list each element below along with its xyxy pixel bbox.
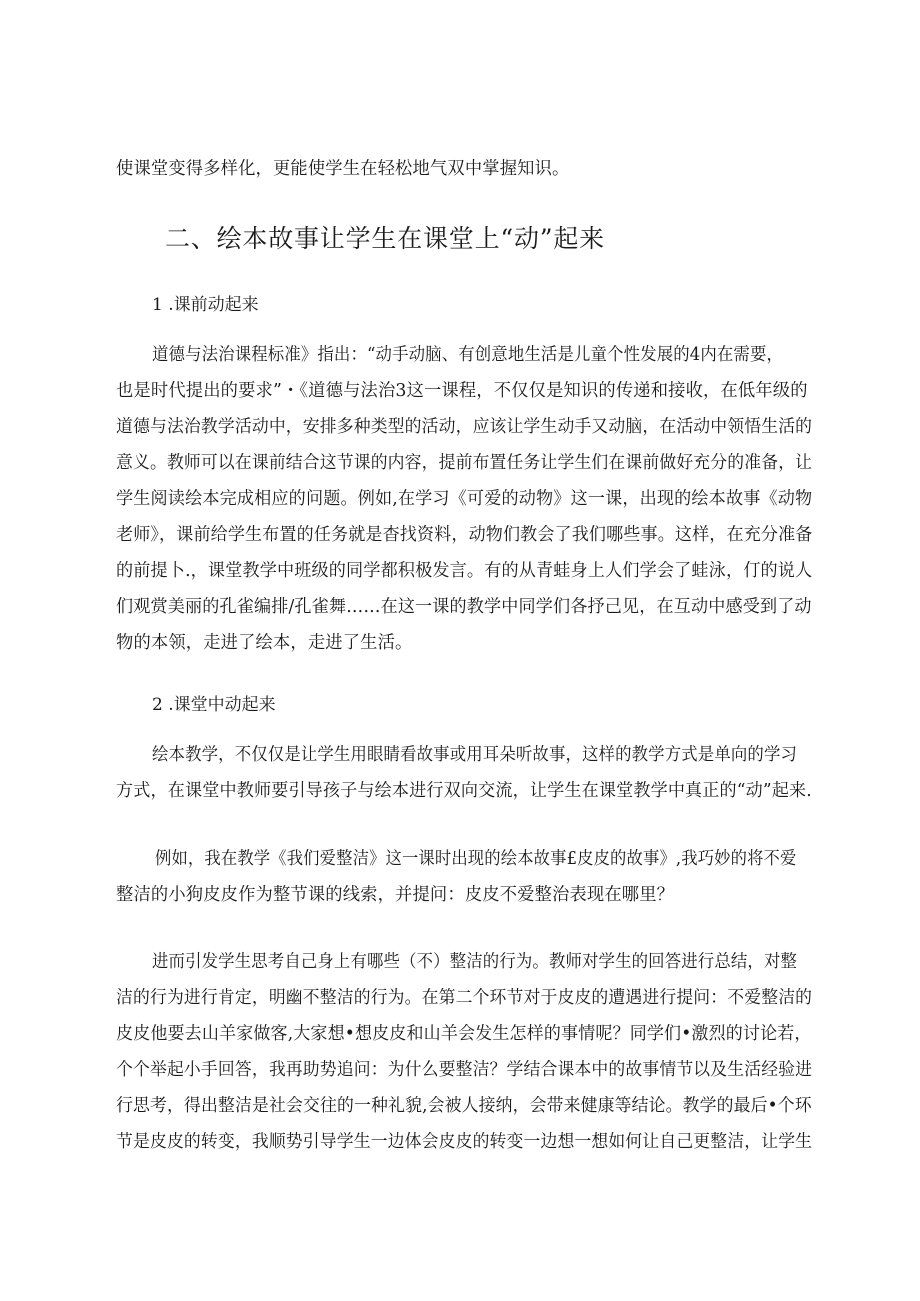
- subsection-1-title: 1 .课前动起来: [152, 295, 259, 315]
- paragraph-1-line-3: 道德与法治教学活动中，安排多种类型的活动，应该让学生动手又动脑，在活动中领悟生活的: [116, 417, 813, 437]
- paragraph-3-line-2: 整洁的小狗皮皮作为整节课的线索，并提问：皮皮不爱整治表现在哪里？: [116, 885, 675, 905]
- paragraph-1-line-4: 意义。教师可以在课前结合这节课的内容，提前布置任务让学生们在课前做好充分的准备，让: [116, 453, 813, 473]
- paragraph-4-line-2: 洁的行为进行肯定，明幽不整洁的行为。在第二个环节对于皮皮的遭遇进行提问：不爱整洁的: [116, 988, 813, 1008]
- paragraph-1-line-2: 也是时代提出的要求”・《道德与法治3这一课程，不仅仅是知识的传递和接收，在低年级的: [116, 381, 808, 401]
- paragraph-1-line-7: 的前提卜.，课堂教学中班级的同学都积极发言。有的从青蛙身上人们学会了蛙泳，仃的说人: [116, 561, 813, 581]
- paragraph-3-line-1: 例如，我在教学《我们爱整洁》这一课时出现的绘本故事£皮皮的故事》,我巧妙的将不爱: [155, 849, 797, 869]
- intro-line: 使课堂变得多样化，更能使学生在轻松地气双中掌握知识。: [116, 159, 570, 179]
- section-title: 二、绘本故事让学生在课堂上“动”起来: [165, 224, 605, 253]
- paragraph-4-line-4: 个个举起小手回答，我再助势追问：为什么要整洁？学结合课本中的故事情节以及生活经验进: [116, 1060, 813, 1080]
- paragraph-1-line-9: 物的本领，走进了绘本，走进了生活。: [116, 633, 413, 653]
- paragraph-2-line-2: 方式，在课堂中教师要引导孩子与绘本进行双向交流，让学生在课堂教学中真正的“动”起来.: [116, 781, 812, 801]
- subsection-2-title: 2 .课堂中动起来: [152, 695, 276, 715]
- paragraph-4-line-6: 节是皮皮的转变，我顺势引导学生一边体会皮皮的转变一边想一想如何让自己更整洁，让学生: [116, 1132, 813, 1152]
- paragraph-2-line-1: 绘本教学，不仅仅是让学生用眼睛看故事或用耳朵听故事，这样的教学方式是单向的学习: [152, 745, 798, 765]
- paragraph-1-line-1: 道德与法治课程标准》指出：“动手动脑、有创意地生活是儿童个性发展的4内在需要，: [152, 345, 784, 365]
- paragraph-4-line-5: 行思考，得出整洁是社会交往的一种礼貌,会被人接纳，会带来健康等结论。教学的最后•个环: [116, 1096, 812, 1116]
- paragraph-1-line-6: 老师》，课前给学生布置的任务就是杳找资料，动物们教会了我们哪些事。这样，在充分准备: [116, 525, 813, 545]
- paragraph-4-line-1: 进而引发学生思考自己身上有哪些（不）整洁的行为。教师对学生的回答进行总结，对整: [152, 952, 798, 972]
- paragraph-1-line-8: 们观赏美丽的孔雀编排/孔雀舞……在这一课的教学中同学们各抒己见，在互动中感受到了动: [116, 597, 812, 617]
- paragraph-1-line-5: 学生阅读绘本完成相应的问题。例如,在学习《可爱的动物》这一课，出现的绘本故事《动物: [116, 489, 813, 509]
- paragraph-4-line-3: 皮皮他要去山羊家做客,大家想•想皮皮和山羊会发生怎样的事情呢？同学们•激烈的讨论若，: [116, 1024, 812, 1044]
